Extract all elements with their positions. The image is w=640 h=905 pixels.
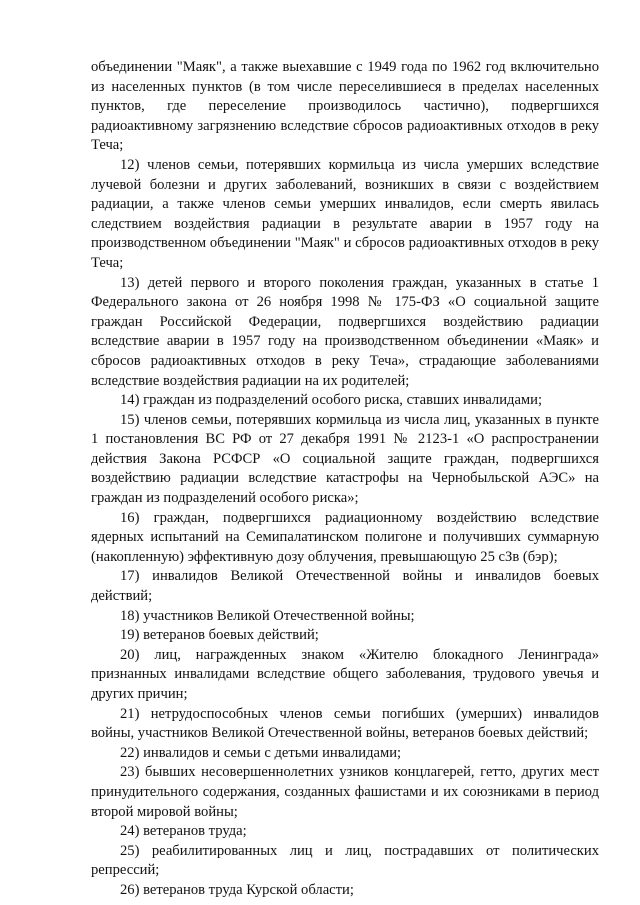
- paragraph-15: 15) членов семьи, потерявших кормильца из числа лиц, указанных в пункте 1 постановления ВС РФ от 27 декабря 1991 № 2123-1 «О распространении действия Закона РСФСР «О социальной защите граждан, подвергшихся воздействию радиации вследствие катастрофы на Чернобыльской АЭС» на граждан из подразделений особого риска»;: [91, 411, 599, 507]
- paragraph-26: 26) ветеранов труда Курской области;: [120, 881, 354, 898]
- paragraph-20: 20) лиц, награжденных знаком «Жителю блокадного Ленинграда» признанных инвалидами вследствие общего заболевания, трудового увечья и других причин;: [91, 646, 599, 702]
- paragraph-22: 22) инвалидов и семьи с детьми инвалидами;: [120, 744, 402, 761]
- document-page: [91, 58, 599, 901]
- paragraph-25: 25) реабилитированных лиц и лиц, пострадавших от политических репрессий;: [91, 842, 599, 879]
- paragraph-23: 23) бывших несовершеннолетних узников концлагерей, гетто, других мест принудительного содержания, созданных фашистами и их союзниками в период второй мировой войны;: [91, 764, 599, 820]
- paragraph-19: 19) ветеранов боевых действий;: [120, 627, 319, 644]
- paragraph-17: 17) инвалидов Великой Отечественной войны и инвалидов боевых действий;: [91, 568, 599, 605]
- paragraph-13: 13) детей первого и второго поколения граждан, указанных в статье 1 Федерального закона от 26 ноября 1998 № 175-ФЗ «О социальной защите граждан Российской Федерации, подвергшихся воздействию радиации вследствие аварии в 1957 году на производственном объединении «Маяк» и сбросов радиоактивных отходов в реку Теча», страдающие заболеваниями вследствие воздействия радиации на их родителей;: [91, 274, 599, 389]
- paragraph-21: 21) нетрудоспособных членов семьи погибших (умерших) инвалидов войны, участников Великой Отечественной войны, ветеранов боевых действий;: [91, 705, 599, 742]
- paragraph-12: 12) членов семьи, потерявших кормильца из числа умерших вследствие лучевой болезни и других заболеваний, возникших в связи с воздействием радиации, а также членов семьи умерших инвалидов, если смерть явилась следствием воздействия радиации в результате аварии в 1957 году на производственном объединении "Маяк" и сбросов радиоактивных отходов в реку Теча;: [91, 156, 599, 271]
- paragraph-11-continuation: объединении "Маяк", а также выехавшие с 1949 года по 1962 год включительно из населенных пунктов (в том числе переселившиеся в пределах населенных пунктов, где переселение производилось частично), подвергшихся радиоактивному загрязнению вследствие сбросов радиоактивных отходов в реку Теча;: [91, 59, 599, 154]
- paragraph-24: 24) ветеранов труда;: [120, 823, 247, 840]
- paragraph-14: 14) граждан из подразделений особого риска, ставших инвалидами;: [120, 392, 543, 409]
- paragraph-18: 18) участников Великой Отечественной войны;: [120, 607, 415, 624]
- paragraph-16: 16) граждан, подвергшихся радиационному воздействию вследствие ядерных испытаний на Семипалатинском полигоне и получивших суммарную (накопленную) эффективную дозу облучения, превышающую 25 сЗв (бэр);: [91, 509, 599, 565]
